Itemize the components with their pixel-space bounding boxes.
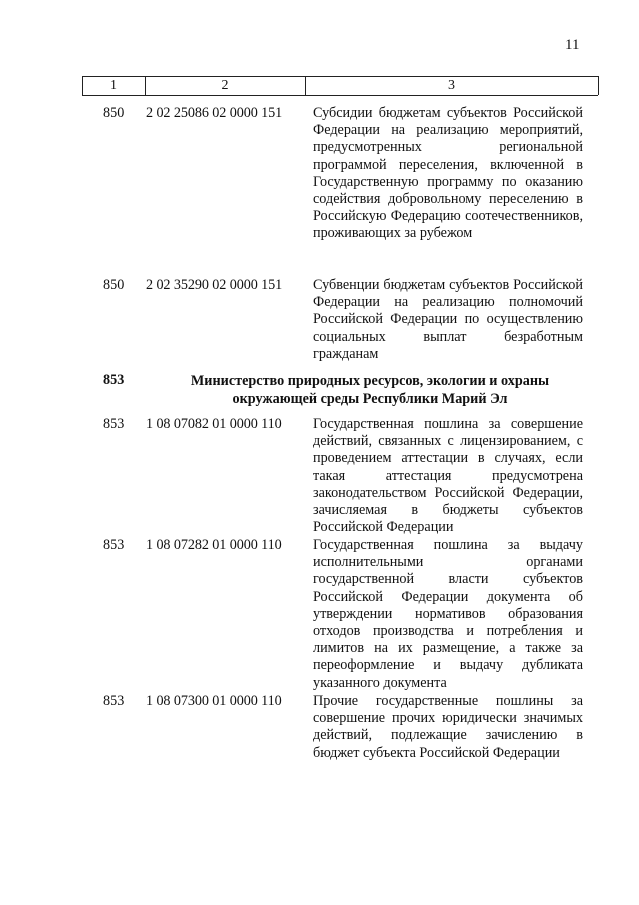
admin-code: 850 (103, 277, 125, 293)
budget-classification-code: 1 08 07282 01 0000 110 (146, 537, 282, 553)
admin-code: 853 (103, 693, 125, 709)
column-header-1: 1 (110, 78, 117, 93)
budget-classification-code: 2 02 25086 02 0000 151 (146, 105, 283, 121)
income-description: Субвенции бюджетам субъектов Российской Федерации на реализацию полномочий Российской Федерации по осуществлению социальных выплат безработным гражданам (313, 277, 583, 362)
section-code: 853 (103, 372, 125, 388)
income-description: Субсидии бюджетам субъектов Российской Федерации на реализацию мероприятий, предусмотренных региональной программой переселения, включенной в Государственную программу по оказанию содействия добровольному переселению в Российскую Федерацию соотечественников, проживающих за рубежом (313, 105, 583, 242)
column-header-3: 3 (448, 78, 455, 93)
admin-code: 850 (103, 105, 125, 121)
header-bottom-border (82, 95, 598, 96)
budget-classification-code: 1 08 07300 01 0000 110 (146, 693, 282, 709)
admin-code: 853 (103, 416, 125, 432)
section-title: Министерство природных ресурсов, экологии и охраны окружающей среды Республики Марий Эл (190, 373, 550, 407)
income-description: Государственная пошлина за выдачу исполнительными органами государственной власти субъектов Российской Федерации документа об утверждении нормативов образования отходов производства и потребления и лимитов на их размещение, а также за переоформление и выдачу дубликата указанного документа (313, 537, 583, 691)
income-description: Государственная пошлина за совершение действий, связанных с лицензированием, с проведением аттестации в случаях, если такая аттестация предусмотрена законодательством Российской Федерации, зачисляемая в бюджеты субъектов Российской Федерации (313, 416, 583, 536)
budget-classification-code: 2 02 35290 02 0000 151 (146, 277, 283, 293)
page-number: 11 (565, 37, 580, 53)
budget-classification-code: 1 08 07082 01 0000 110 (146, 416, 282, 432)
admin-code: 853 (103, 537, 125, 553)
header-border-right (598, 76, 599, 95)
column-header-2: 2 (221, 78, 229, 93)
income-description: Прочие государственные пошлины за совершение прочих юридически значимых действий, подлежащие зачислению в бюджет субъекта Российской Федерации (313, 693, 583, 761)
